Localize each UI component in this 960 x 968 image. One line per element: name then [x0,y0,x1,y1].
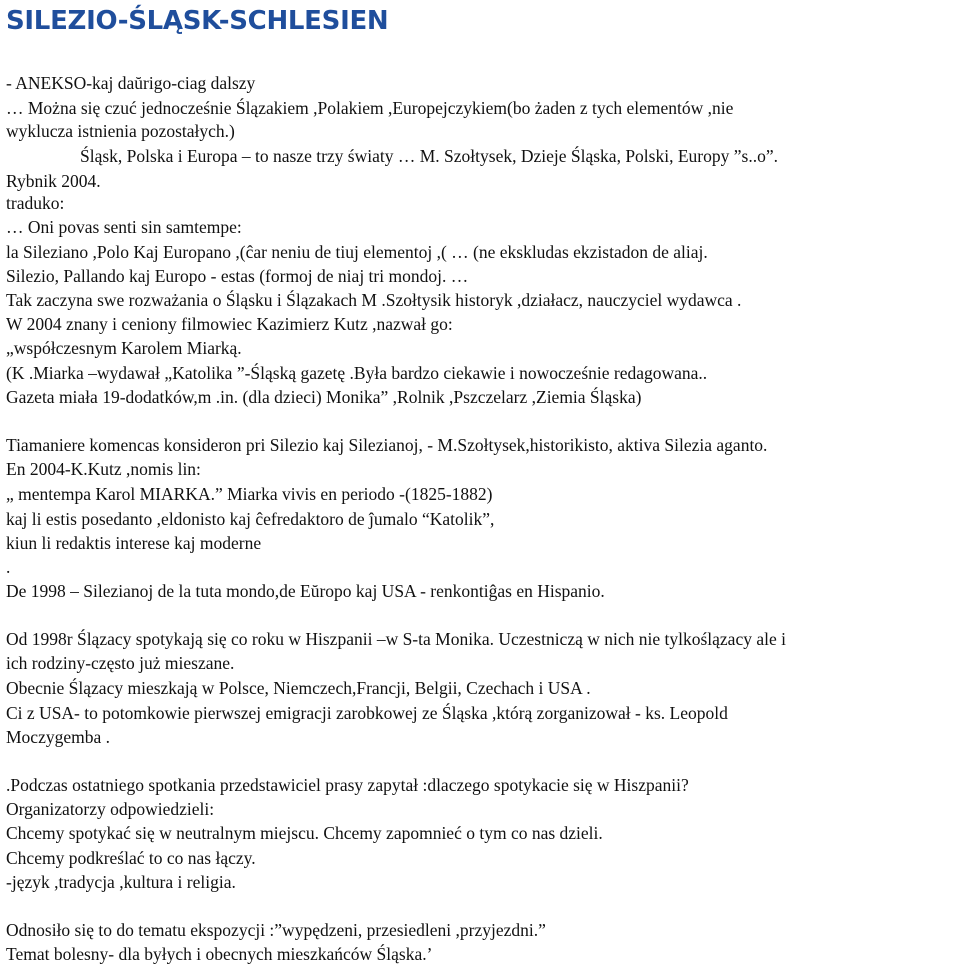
text-line: traduko: [6,193,65,213]
text-line: Chcemy podkreślać to co nas łączy. [6,848,256,868]
text-line: Odnosiło się to do tematu ekspozycji :”wypędzeni, przesiedleni ,przyjezdni.” [6,920,546,940]
text-line: wyklucza istnienia pozostałych.) [6,121,235,141]
text-line: . [6,557,11,577]
text-line: Moczygemba . [6,727,110,747]
text-line: … Można się czuć jednocześnie Ślązakiem ,Polakiem ,Europejczykiem(bo żaden z tych elementów ,nie [6,98,734,118]
text-line: - ANEKSO-kaj daŭrigo-ciag dalszy [6,73,256,93]
text-line: la Sileziano ,Polo Kaj Europano ,(ĉar neniu de tiuj elementoj ,( … (ne ekskludas ekzistadon de aliaj. [6,242,708,262]
text-line: Chcemy spotykać się w neutralnym miejscu. Chcemy zapomnieć o tym co nas dzieli. [6,823,603,843]
text-line: Gazeta miała 19-dodatków,m .in. (dla dzieci) Monika” ,Rolnik ,Pszczelarz ,Ziemia Śląska) [6,387,642,407]
text-line: Ci z USA- to potomkowie pierwszej emigracji zarobkowej ze Śląska ,którą zorganizował - ks. Leopold [6,703,728,723]
text-line: „ mentempa Karol MIARKA.” Miarka vivis en periodo -(1825-1882) [6,484,493,504]
text-line: Tiamaniere komencas konsideron pri Silezio kaj Silezianoj, - M.Szołtysek,historikisto, aktiva Silezia aganto. [6,435,768,455]
text-line: kiun li redaktis interese kaj moderne [6,533,262,553]
text-line: Śląsk, Polska i Europa – to nasze trzy światy … M. Szołtysek, Dzieje Śląska, Polski, Europy ”s..o”. [80,146,778,166]
text-line: Obecnie Ślązacy mieszkają w Polsce, Niemczech,Francji, Belgii, Czechach i USA . [6,678,591,698]
text-line: … Oni povas senti sin samtempe: [6,217,242,237]
page-title: SILEZIO-ŚLĄSK-SCHLESIEN [6,6,389,36]
text-line: Silezio, Pallando kaj Europo - estas (formoj de niaj tri mondoj. … [6,266,469,286]
text-line: W 2004 znany i ceniony filmowiec Kazimierz Kutz ,nazwał go: [6,314,453,334]
text-line: Organizatorzy odpowiedzieli: [6,799,215,819]
text-line: (K .Miarka –wydawał „Katolika ”-Śląską gazetę .Była bardzo ciekawie i nowocześnie redagowana.. [6,363,708,383]
text-line: De 1998 – Silezianoj de la tuta mondo,de Eŭropo kaj USA - renkontiĝas en Hispanio. [6,581,605,601]
text-line: -język ,tradycja ,kultura i religia. [6,872,236,892]
text-line: Rybnik 2004. [6,171,101,191]
text-line: Tak zaczyna swe rozważania o Śląsku i Ślązakach M .Szołtysik historyk ,działacz, nauczyciel wydawca . [6,290,742,310]
text-line: En 2004-K.Kutz ,nomis lin: [6,459,201,479]
text-line: Od 1998r Ślązacy spotykają się co roku w Hiszpanii –w S-ta Monika. Uczestniczą w nich nie tylkoślązacy ale i [6,629,786,649]
text-line: ich rodziny-często już mieszane. [6,653,235,673]
text-line: „współczesnym Karolem Miarką. [6,338,242,358]
text-line: .Podczas ostatniego spotkania przedstawiciel prasy zapytał :dlaczego spotykacie się w Hiszpanii? [6,775,689,795]
text-line: kaj li estis posedanto ,eldonisto kaj ĉefredaktoro de ĵumalo “Katolik”, [6,509,495,529]
text-line: Temat bolesny- dla byłych i obecnych mieszkańców Śląska.’ [6,944,433,964]
